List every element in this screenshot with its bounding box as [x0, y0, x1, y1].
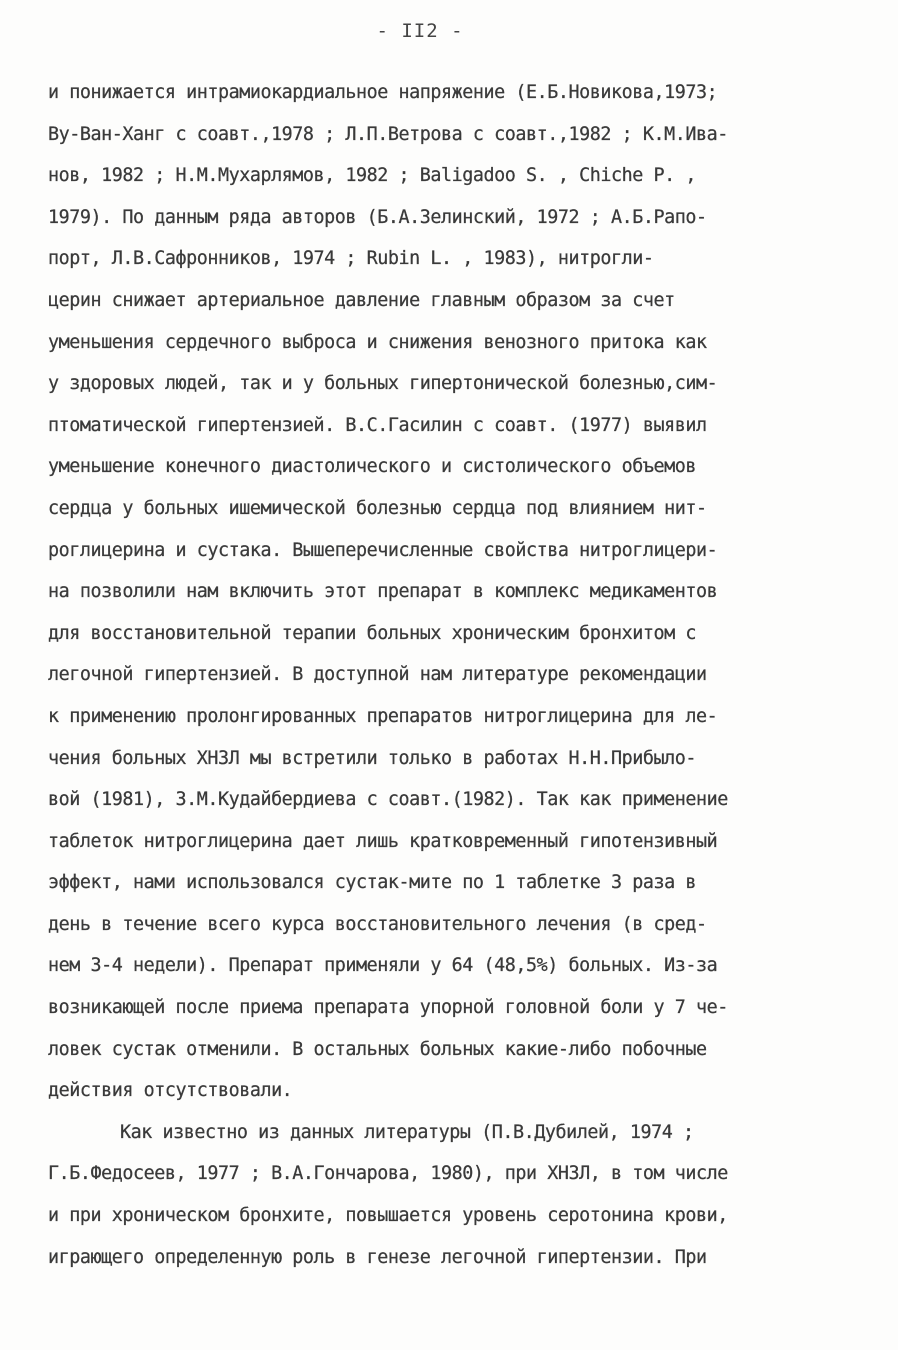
text-line: сердца у больных ишемической болезнью сердца под влиянием нит-	[48, 497, 707, 519]
text-line: на позволили нам включить этот препарат в комплекс медикаментов	[48, 581, 718, 603]
text-line: нем 3-4 недели). Препарат применяли у 64 (48,5%) больных. Из-за	[48, 955, 718, 977]
text-line: порт, Л.В.Сафронников, 1974 ; Rubin L. , 1983), нитрогли-	[48, 248, 654, 270]
text-line: день в течение всего курса восстановительного лечения (в сред-	[48, 913, 707, 935]
text-line: действия отсутствовали.	[48, 1080, 293, 1102]
text-line: уменьшения сердечного выброса и снижения венозного притока как	[48, 331, 707, 353]
text-line: возникающей после приема препарата упорной головной боли у 7 че-	[48, 997, 728, 1019]
text-line: эффект, нами использовался сустак-мите по 1 таблетке 3 раза в	[48, 872, 696, 894]
text-line: Ву-Ван-Ханг с соавт.,1978 ; Л.П.Ветрова с соавт.,1982 ; К.М.Ива-	[48, 123, 728, 145]
text-line: к применению пролонгированных препаратов нитроглицерина для ле-	[48, 705, 718, 727]
text-line: Г.Б.Федосеев, 1977 ; В.А.Гончарова, 1980), при ХНЗЛ, в том числе	[48, 1163, 728, 1185]
text-line: уменьшение конечного диастолического и систолического объемов	[48, 456, 696, 478]
text-line: играющего определенную роль в генезе легочной гипертензии. При	[48, 1246, 707, 1268]
text-line: у здоровых людей, так и у больных гипертонической болезнью,сим-	[48, 373, 718, 395]
text-line: и при хроническом бронхите, повышается уровень серотонина крови,	[48, 1205, 728, 1227]
paragraph-start-line: Как известно из данных литературы (П.В.Дубилей, 1974 ;	[120, 1121, 694, 1143]
text-line: вой (1981), З.М.Кудайбердиева с соавт.(1982). Так как применение	[48, 789, 728, 811]
text-line: для восстановительной терапии больных хроническим бронхитом с	[48, 622, 696, 644]
text-line: легочной гипертензией. В доступной нам литературе рекомендации	[48, 664, 707, 686]
text-line: таблеток нитроглицерина дает лишь кратковременный гипотензивный	[48, 830, 718, 852]
text-line: ловек сустак отменили. В остальных больных какие-либо побочные	[48, 1038, 707, 1060]
text-line: птоматической гипертензией. В.С.Гасилин с соавт. (1977) выявил	[48, 414, 707, 436]
body-text	[48, 72, 858, 1278]
text-line: роглицерина и сустака. Вышеперечисленные свойства нитроглицери-	[48, 539, 718, 561]
text-line: и понижается интрамиокардиальное напряжение (Е.Б.Новикова,1973;	[48, 82, 718, 103]
page-number: - II2 -	[376, 20, 464, 42]
text-line: нов, 1982 ; Н.М.Мухарлямов, 1982 ; Baligadoo S. , Chiche P. ,	[48, 165, 696, 187]
text-line: церин снижает артериальное давление главным образом за счет	[48, 289, 675, 311]
text-line: 1979). По данным ряда авторов (Б.А.Зелинский, 1972 ; А.Б.Рапо-	[48, 206, 707, 228]
text-line: чения больных ХНЗЛ мы встретили только в работах Н.Н.Прибыло-	[48, 747, 696, 769]
